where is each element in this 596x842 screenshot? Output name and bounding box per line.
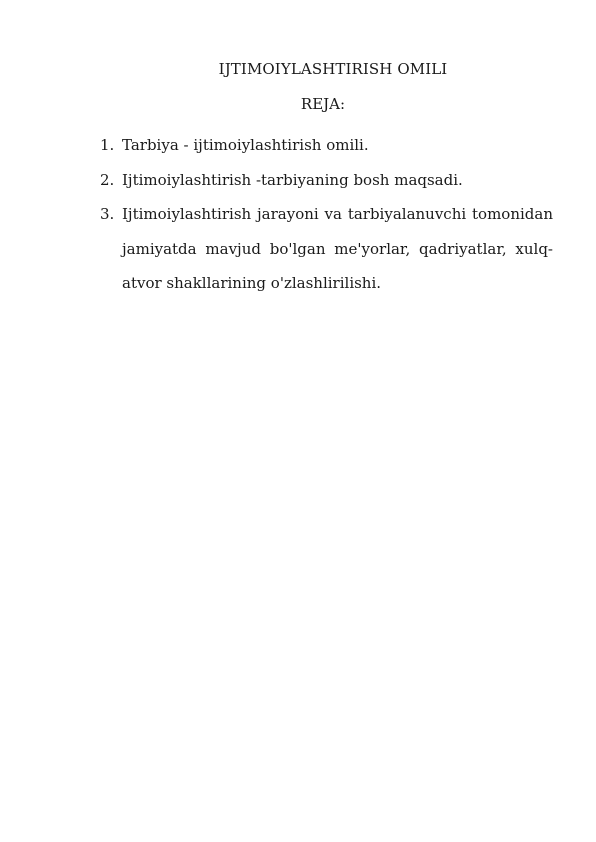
plan-item-number: 1. [100,136,115,154]
plan-list [100,128,553,301]
plan-heading: REJA: [300,95,346,113]
plan-item-number: 2. [100,170,115,189]
page-title: IJTIMOIYLASHTIRISH OMILI [218,60,448,78]
plan-item-1 [100,128,553,163]
plan-item-text: Ijtimoiylashtirish -tarbiyaning bosh maqsadi. [122,170,463,189]
plan-item-3 [100,197,553,301]
plan-item-text: Ijtimoiylashtirish jarayoni va tarbiyalanuvchi tomonidan jamiyatda mavjud bo'lgan me'yorlar, qadriyatlar, xulq-atvor shakllarining o'zlashlirilishi. [122,205,553,292]
plan-item-text: Tarbiya - ijtimoiylashtirish omili. [122,136,369,154]
plan-item-number: 3. [100,205,115,223]
plan-item-2 [100,163,553,198]
